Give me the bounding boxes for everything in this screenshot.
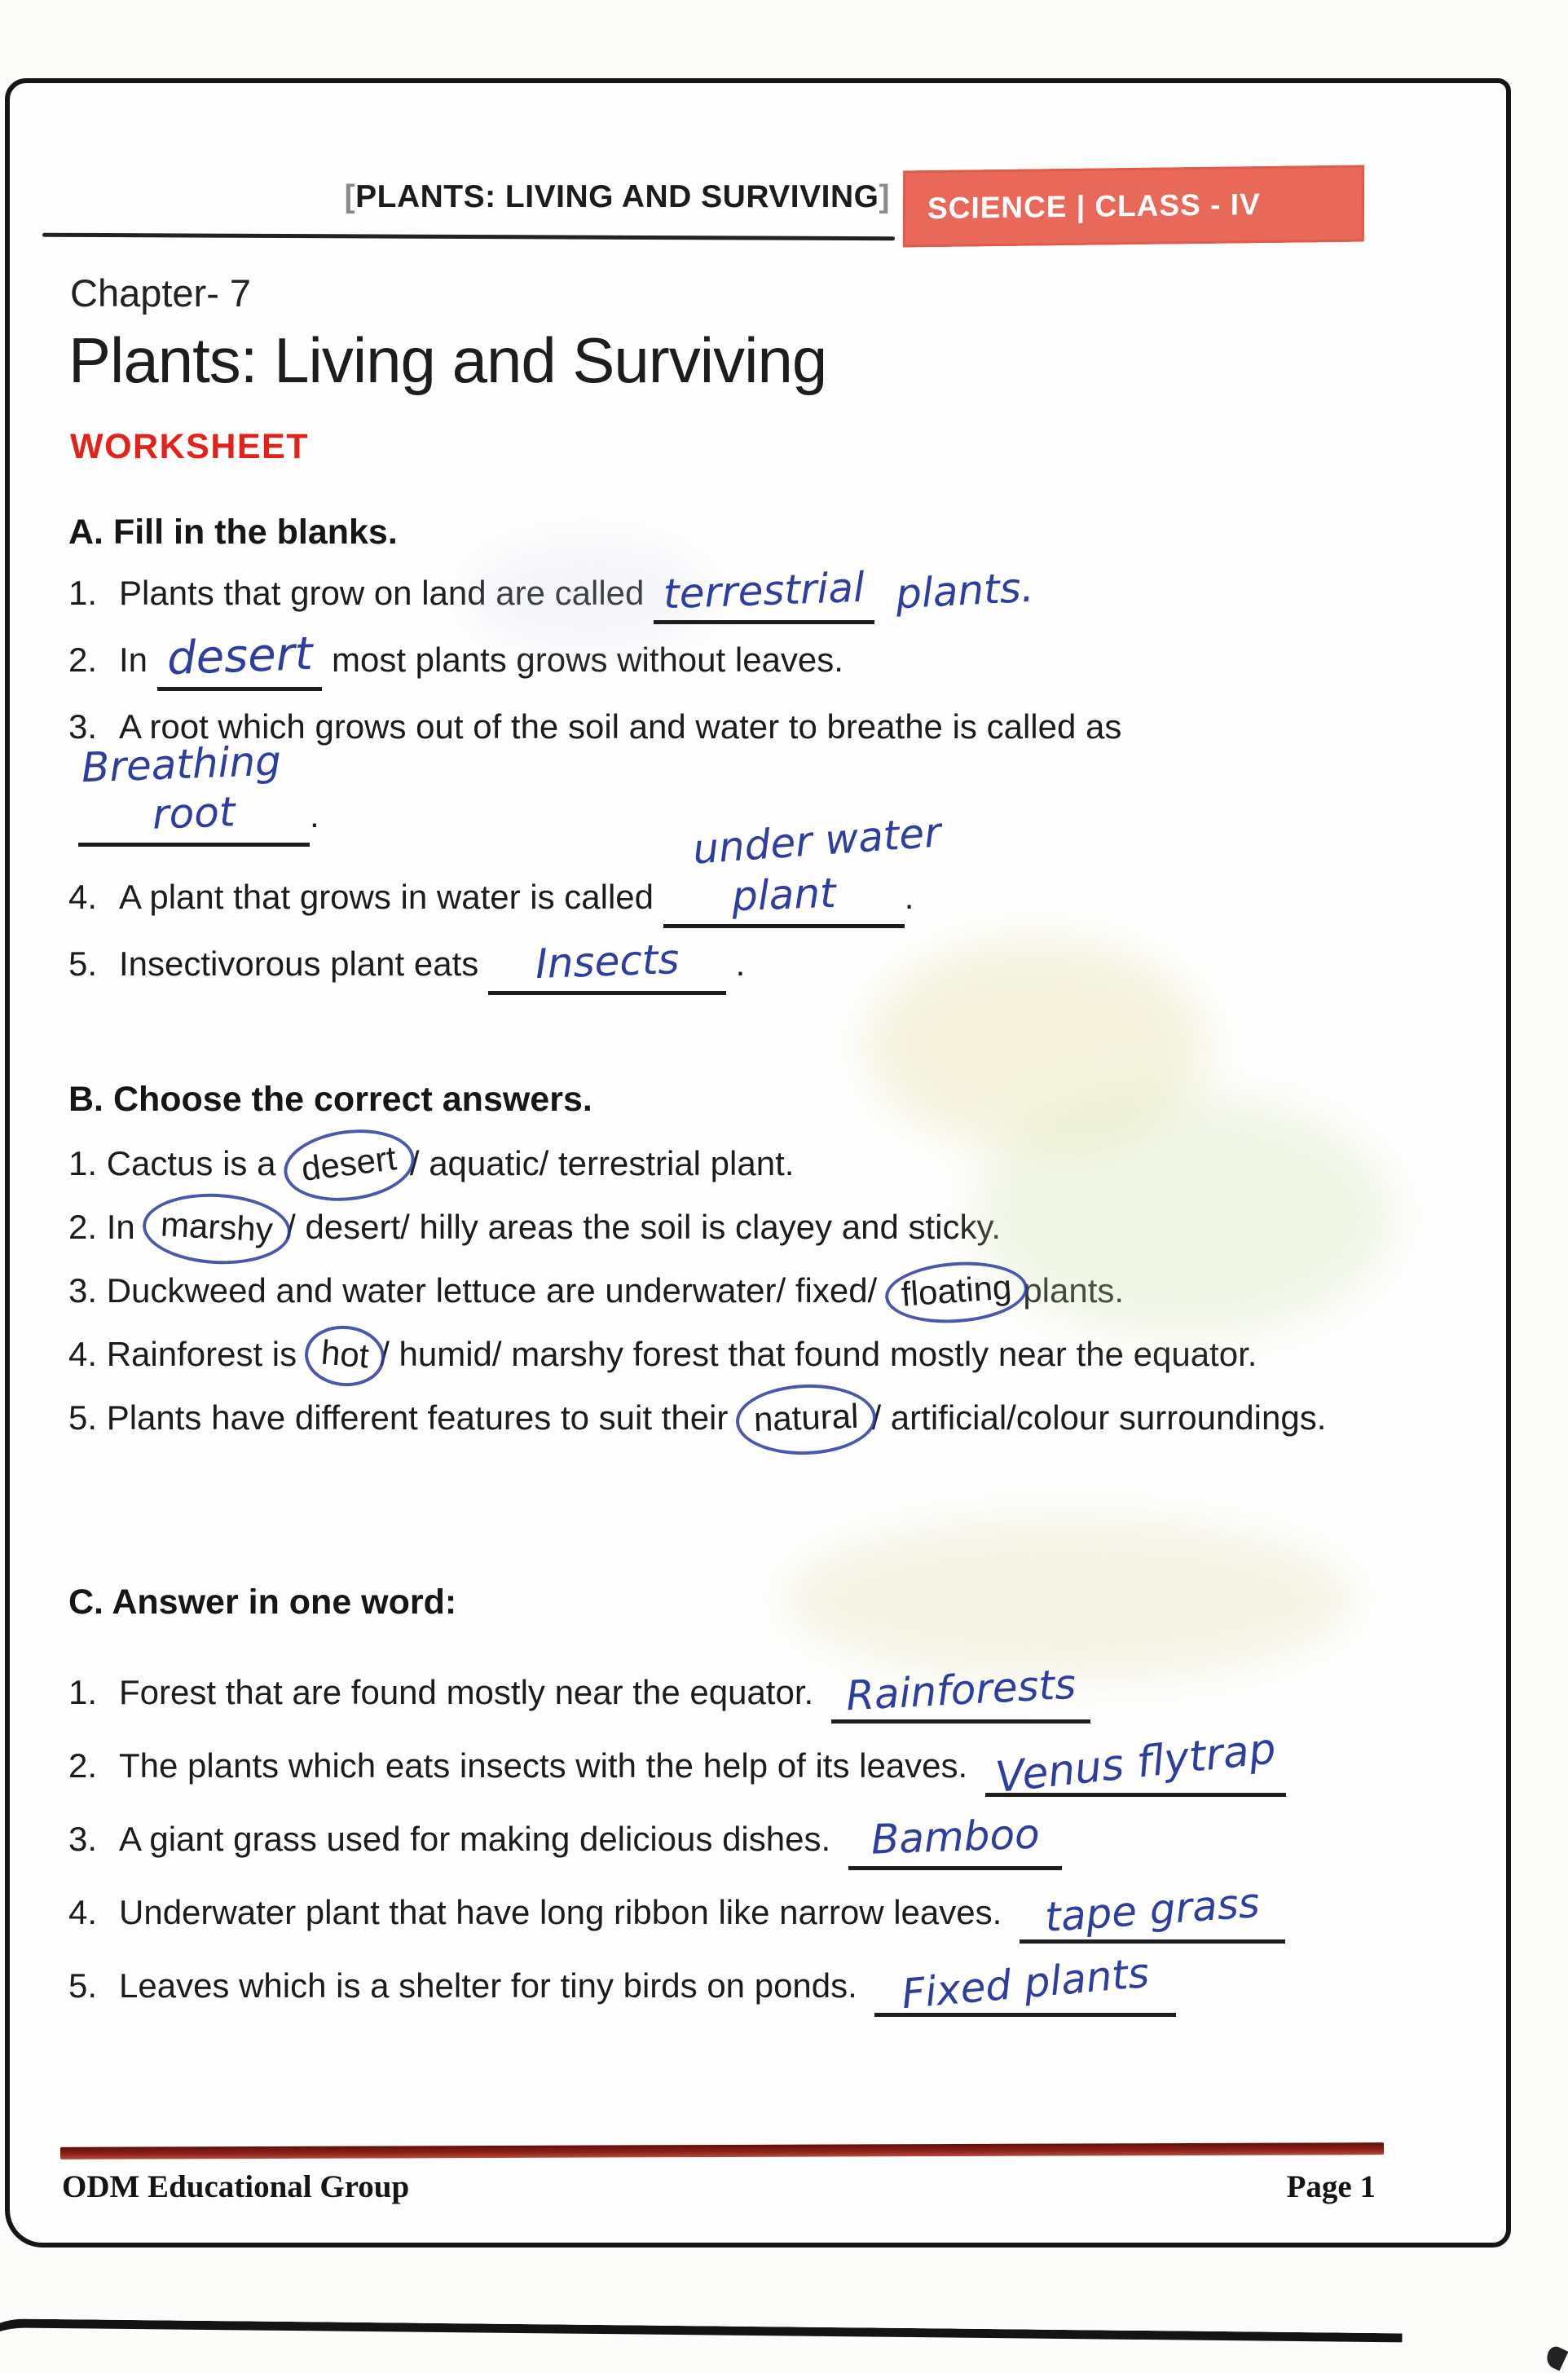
question-fragment: In	[119, 641, 148, 679]
section-fill-in-the-blanks	[68, 513, 1447, 995]
item-number: 2.	[68, 641, 98, 679]
one-word-item	[68, 1724, 1447, 1803]
section-c-heading: C. Answer in one word:	[68, 1583, 457, 1622]
question-fragment: .	[904, 878, 914, 916]
question-fragment: Forest that are found mostly near the equator.	[119, 1673, 814, 1712]
section-b-heading: B. Choose the correct answers.	[68, 1080, 592, 1119]
handwritten-answer: Bamboo	[870, 1810, 1041, 1864]
footer-divider	[60, 2142, 1384, 2159]
question-fragment: / desert/ hilly areas the soil is clayey and sticky.	[286, 1208, 1002, 1247]
question-fragment: / aquatic/ terrestrial plant.	[409, 1144, 795, 1182]
answer-blank	[874, 1948, 1176, 2018]
answer-blank	[78, 737, 310, 847]
question-fragment: Plants that grow on land are called	[119, 574, 645, 612]
question-fragment: In	[106, 1208, 135, 1247]
item-number: 1.	[68, 1144, 98, 1182]
answer-blank	[1020, 1878, 1285, 1944]
section-a-heading: A. Fill in the blanks.	[68, 513, 398, 552]
choice-item	[68, 1263, 1381, 1319]
answer-blank	[488, 935, 726, 995]
worksheet-content	[10, 271, 1506, 2017]
page-title: Plants: Living and Surviving	[68, 324, 827, 396]
question-fragment: Underwater plant that have long ribbon like narrow leaves.	[119, 1892, 1002, 1931]
question-text	[119, 1948, 1176, 2018]
item-number: 2.	[68, 1746, 98, 1785]
question-fragment: most plants grows without leaves.	[331, 641, 843, 679]
subject-class-badge-label: SCIENCE | CLASS - IV	[927, 187, 1261, 226]
one-word-item	[68, 1660, 1447, 1724]
circled-answer: floating	[883, 1257, 1030, 1327]
question-text	[119, 935, 1447, 995]
handwritten-answer: tape grass	[1043, 1878, 1262, 1941]
blank-with-overwrite	[663, 808, 943, 928]
footer-organization: ODM Educational Group	[62, 2169, 410, 2204]
handwritten-answer: Rainforests	[844, 1660, 1077, 1720]
handwritten-answer: terrestrial	[663, 563, 865, 619]
handwritten-answer: Fixed plants	[900, 1948, 1152, 2018]
question-fragment: Cactus is a	[106, 1144, 276, 1182]
item-number: 3.	[68, 1819, 98, 1858]
item-number: 1.	[68, 1673, 98, 1712]
worksheet-label: WORKSHEET	[70, 427, 309, 466]
handwritten-answer: plant	[730, 869, 837, 921]
question-fragment: The plants which eats insects with the help of its leaves.	[119, 1746, 968, 1785]
fill-blank-item	[68, 627, 1447, 691]
question-fragment: A giant grass used for making delicious dishes.	[119, 1819, 831, 1858]
circled-answer: natural	[735, 1382, 878, 1457]
question-fragment: Duckweed and water lettuce are underwater/ fixed/	[106, 1271, 878, 1310]
question-fragment: Leaves which is a shelter for tiny birds on ponds.	[119, 1966, 857, 2005]
question-text	[119, 1810, 1062, 1870]
one-word-item	[68, 1810, 1447, 1870]
document-running-title	[10, 179, 890, 215]
handwritten-answer: Insects	[534, 935, 680, 988]
subject-class-badge	[903, 165, 1364, 248]
chapter-label: Chapter- 7	[70, 271, 252, 315]
footer-page-number: Page 1	[1286, 2169, 1376, 2204]
item-number: 4.	[68, 878, 98, 916]
item-number: 5.	[68, 1398, 98, 1437]
question-text	[119, 1660, 1090, 1724]
item-number: 2.	[68, 1208, 98, 1247]
item-number: 4.	[68, 1892, 98, 1931]
handwritten-answer-overflow: plants.	[894, 563, 1035, 619]
fill-blank-item	[68, 935, 1447, 995]
answer-blank	[654, 563, 874, 624]
scan-corner-artifact	[1544, 2344, 1568, 2371]
handwritten-answer: desert	[165, 627, 314, 686]
question-fragment: A plant that grows in water is called	[119, 878, 654, 916]
next-page-edge	[0, 2318, 1403, 2373]
answer-blank	[157, 627, 323, 691]
page-footer	[10, 2145, 1506, 2205]
section-answer-one-word	[68, 1583, 1447, 2016]
choice-item	[68, 1136, 1381, 1191]
bracket: [	[344, 179, 356, 214]
circled-answer: hot	[302, 1323, 387, 1389]
item-number: 5.	[68, 944, 98, 983]
question-fragment: / artificial/colour surroundings.	[871, 1398, 1327, 1437]
question-text	[119, 563, 1447, 624]
answer-blank	[831, 1660, 1090, 1724]
question-fragment: / humid/ marshy forest that found mostly near the equator.	[380, 1335, 1257, 1374]
header-divider	[42, 233, 895, 241]
question-text	[119, 627, 1447, 691]
handwritten-answer: root	[152, 788, 236, 839]
worksheet-paper	[5, 78, 1511, 2248]
running-title-text: PLANTS: LIVING AND SURVIVING	[355, 179, 879, 214]
answer-blank	[663, 871, 905, 928]
answer-blank	[848, 1810, 1062, 1870]
question-fragment: Rainforest is	[106, 1335, 297, 1374]
one-word-item	[68, 1948, 1447, 2018]
question-text	[119, 1878, 1285, 1944]
circled-answer: desert	[280, 1123, 418, 1209]
handwritten-answer-line1: under water	[691, 808, 943, 874]
question-text	[119, 1724, 1286, 1803]
answer-blank	[985, 1724, 1286, 1803]
item-number: 1.	[68, 574, 98, 612]
handwritten-answer-line1: Breathing	[81, 737, 282, 792]
item-number: 4.	[68, 1335, 98, 1374]
question-fragment: .	[735, 944, 746, 983]
question-fragment: .	[310, 796, 319, 834]
choice-item	[68, 1200, 1381, 1255]
circled-answer: marshy	[141, 1190, 293, 1267]
page-header	[10, 83, 1506, 249]
item-number: 3.	[68, 707, 98, 746]
handwritten-answer: Venus flytrap	[993, 1724, 1279, 1803]
question-fragment: A root which grows out of the soil and water to breathe is called as	[119, 707, 1122, 746]
question-fragment: Insectivorous plant eats	[119, 944, 479, 983]
one-word-item	[68, 1878, 1447, 1944]
bracket: ]	[879, 179, 890, 214]
choice-item	[68, 1390, 1381, 1446]
question-fragment: plants.	[1023, 1271, 1125, 1310]
item-number: 5.	[68, 1966, 98, 2005]
choice-item	[68, 1327, 1381, 1382]
question-fragment: Plants have different features to suit their	[106, 1398, 729, 1437]
section-choose-correct	[68, 1080, 1447, 1446]
item-number: 3.	[68, 1271, 98, 1310]
fill-blank-item	[68, 563, 1447, 624]
